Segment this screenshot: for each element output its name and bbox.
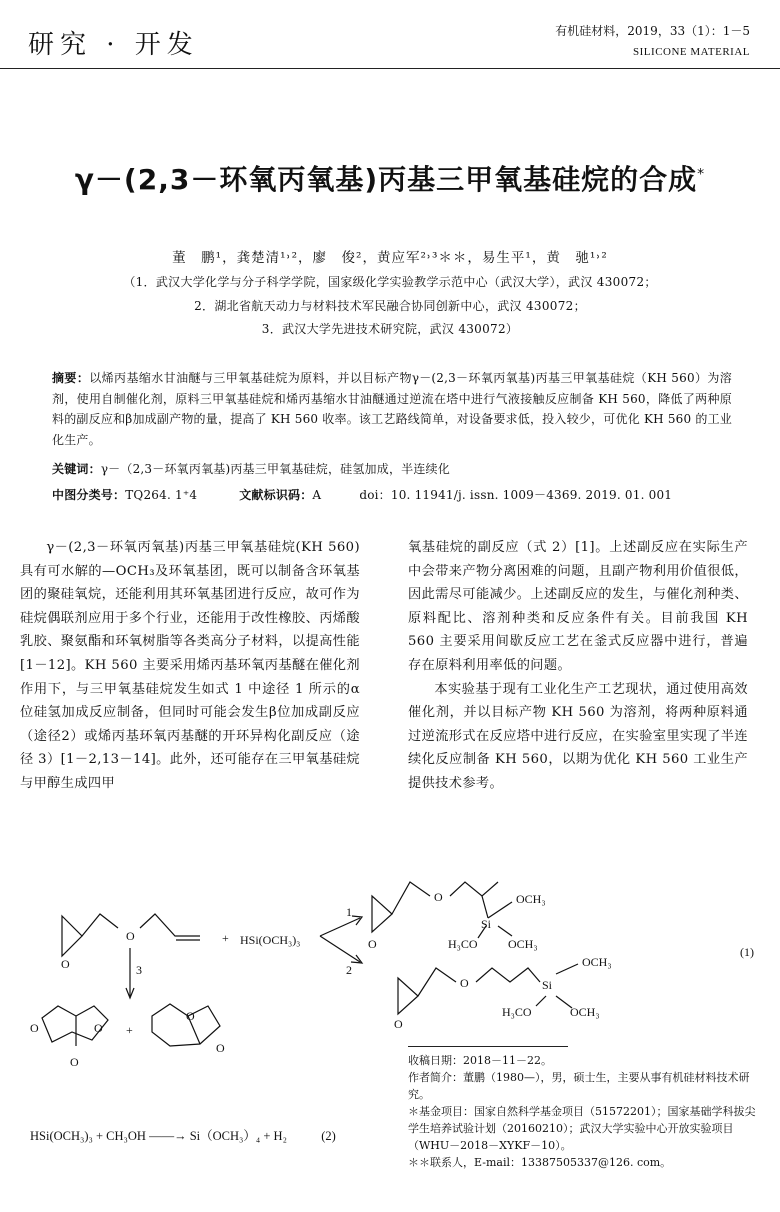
paper-title-text: γ－(2,3－环氧丙氧基)丙基三甲氧基硅烷的合成 bbox=[74, 163, 698, 196]
author-list: 董 鹏¹，龚楚清¹˒²，廖 俊²，黄应军²˒³＊＊，易生平¹，黄 驰¹˒² bbox=[172, 250, 608, 266]
methoxy-label: H₃CO bbox=[502, 1005, 532, 1019]
plus-sign: + bbox=[126, 1023, 133, 1037]
methoxy-label: H₃CO bbox=[448, 937, 478, 951]
oxygen-label: O bbox=[70, 1055, 79, 1066]
body-paragraph: 氧基硅烷的副反应（式 2）[1]。上述副反应在实际生产中会带来产物分离困难的问题，且副产物利用价值很低，因此需尽可能减少。上述副反应的发生，与催化剂种类、原料配比、溶剂种类和反应条件有关。目前我国 KH 560 主要采用间歇反应工艺在釜式反应器中进行，普遍存在原料利用率低的问题。 bbox=[408, 540, 748, 673]
equation-number-1: (1) bbox=[740, 945, 754, 959]
oxygen-label: O bbox=[434, 890, 443, 904]
author-bio: 作者简介：董鹏（1980—），男，硕士生，主要从事有机硅材料技术研究。 bbox=[408, 1071, 750, 1101]
body-paragraph: 本实验基于现有工业化生产工艺现状，通过使用高效催化剂，并以目标产物 KH 560 为溶剂，将两种原料通过逆流形式在反应塔中进行反应，在实验室里实现了半连续化反应制备 KH 560，以期为优化 KH 560 工业生产提供技术参考。 bbox=[408, 681, 748, 791]
clc-value: TQ264. 1⁺4 bbox=[125, 488, 198, 502]
oxygen-label: O bbox=[94, 1021, 103, 1035]
equation-number-2: (2) bbox=[321, 1129, 336, 1143]
footnote-rule bbox=[408, 1046, 568, 1047]
paper-title bbox=[0, 158, 780, 198]
clc-label: 中图分类号： bbox=[52, 488, 126, 502]
oxygen-label: O bbox=[30, 1021, 39, 1035]
path-label-1: 1 bbox=[346, 905, 352, 919]
doi: doi：10. 11941/j. issn. 1009－4369. 2019. 01. 001 bbox=[359, 488, 673, 502]
doc-code-value: A bbox=[312, 488, 322, 502]
plus-sign: + bbox=[222, 931, 229, 945]
keywords bbox=[52, 459, 732, 480]
section-title: 研究 · 开发 bbox=[28, 30, 199, 60]
footnotes bbox=[408, 1052, 758, 1171]
reaction-scheme-1 bbox=[0, 856, 780, 1066]
abstract bbox=[52, 368, 732, 450]
keywords-text: γ－（2,3－环氧丙氧基)丙基三甲氧基硅烷，硅氢加成，半连续化 bbox=[100, 462, 450, 476]
oxygen-label: O bbox=[126, 929, 135, 943]
abstract-text: 以烯丙基缩水甘油醚与三甲氧基硅烷为原料，并以目标产物γ－(2,3－环氧丙氧基)丙基三甲氧基硅烷（KH 560）为溶剂，使用自制催化剂，原料三甲氧基硅烷和烯丙基缩水甘油醚通过逆流在塔中进行气液接触反应制备 KH 560，降低了两种原料的副反应和β加成副产物的量，提高了 KH 560 收率。该工艺路线简单，对设备要求低，投入较少，可优化 KH 560 的工业化生产。 bbox=[52, 371, 732, 447]
equation-2 bbox=[30, 1126, 336, 1144]
methoxy-label: OCH₃ bbox=[508, 937, 538, 951]
title-footnote-mark: * bbox=[697, 166, 706, 183]
journal-citation: 有机硅材料，2019，33（1）：1－5 bbox=[555, 24, 750, 38]
received-date: 收稿日期：2018－11－22。 bbox=[408, 1054, 552, 1067]
path-label-3: 3 bbox=[136, 963, 142, 977]
path-label-2: 2 bbox=[346, 963, 352, 977]
doc-code-label: 文献标识码： bbox=[239, 488, 313, 502]
oxygen-label: O bbox=[460, 976, 469, 990]
methoxy-label: OCH₃ bbox=[582, 955, 612, 969]
body-column-left bbox=[20, 536, 360, 796]
header-rule bbox=[0, 68, 780, 69]
affiliation-3: 3．武汉大学先进技术研究院，武汉 430072） bbox=[261, 322, 519, 336]
funding: ＊基金项目：国家自然科学基金项目（51572201）；国家基础学科拔尖学生培养试验计划（20160210）；武汉大学实验中心开放实验项目（WHU－2018－XYKF－10）。 bbox=[408, 1105, 756, 1152]
body-paragraph: γ－(2,3－环氧丙氧基)丙基三甲氧基硅烷(KH 560)具有可水解的—OCH₃及环氧基团，既可以制备含环氧基团的聚硅氧烷，还能利用其环氧基团进行反应，故可作为硅烷偶联剂应用于多个行业，还能用于改性橡胶、丙烯酸乳胶、聚氨酯和环氧树脂等各类高分子材料，以提高性能[1－12]。KH 560 主要采用烯丙基环氧丙基醚在催化剂作用下，与三甲氧基硅烷发生如式 1 中途径 1 所示的α位硅氢加成反应制备，但同时可能会发生β位加成副反应（途径2）或烯丙基环氧丙基醚的开环异构化副反应（途径 3）[1－2,13－14]。此外，还可能存在三甲氧基硅烷与甲醇生成四甲 bbox=[20, 540, 360, 791]
keywords-label: 关键词： bbox=[52, 462, 101, 476]
silicon-label: Si bbox=[542, 978, 553, 992]
methoxy-label: OCH₃ bbox=[516, 892, 546, 906]
equation-2-text: HSi(OCH₃)₃ + CH₃OH ——→ Si（OCH₃）₄ + H₂ bbox=[30, 1129, 287, 1143]
oxygen-label: O bbox=[186, 1009, 195, 1023]
oxygen-label: O bbox=[394, 1017, 403, 1031]
reagent-label: HSi(OCH₃)₃ bbox=[240, 933, 301, 947]
affiliation-1: （1．武汉大学化学与分子科学学院，国家级化学实验教学示范中心（武汉大学），武汉 430072； bbox=[123, 275, 657, 289]
abstract-label: 摘要： bbox=[52, 371, 90, 385]
affiliation-2: 2．湖北省航天动力与材料技术军民融合协同创新中心，武汉 430072； bbox=[194, 299, 586, 313]
oxygen-label: O bbox=[368, 937, 377, 951]
journal-name-en: SILICONE MATERIAL bbox=[633, 46, 750, 58]
oxygen-label: O bbox=[61, 957, 70, 971]
classification-line bbox=[52, 485, 732, 506]
methoxy-label: OCH₃ bbox=[570, 1005, 600, 1019]
body-column-right bbox=[408, 536, 748, 796]
oxygen-label: O bbox=[216, 1041, 225, 1055]
contact: ＊＊联系人，E-mail：13387505337@126. com。 bbox=[408, 1156, 672, 1169]
silicon-label: Si bbox=[481, 917, 492, 931]
